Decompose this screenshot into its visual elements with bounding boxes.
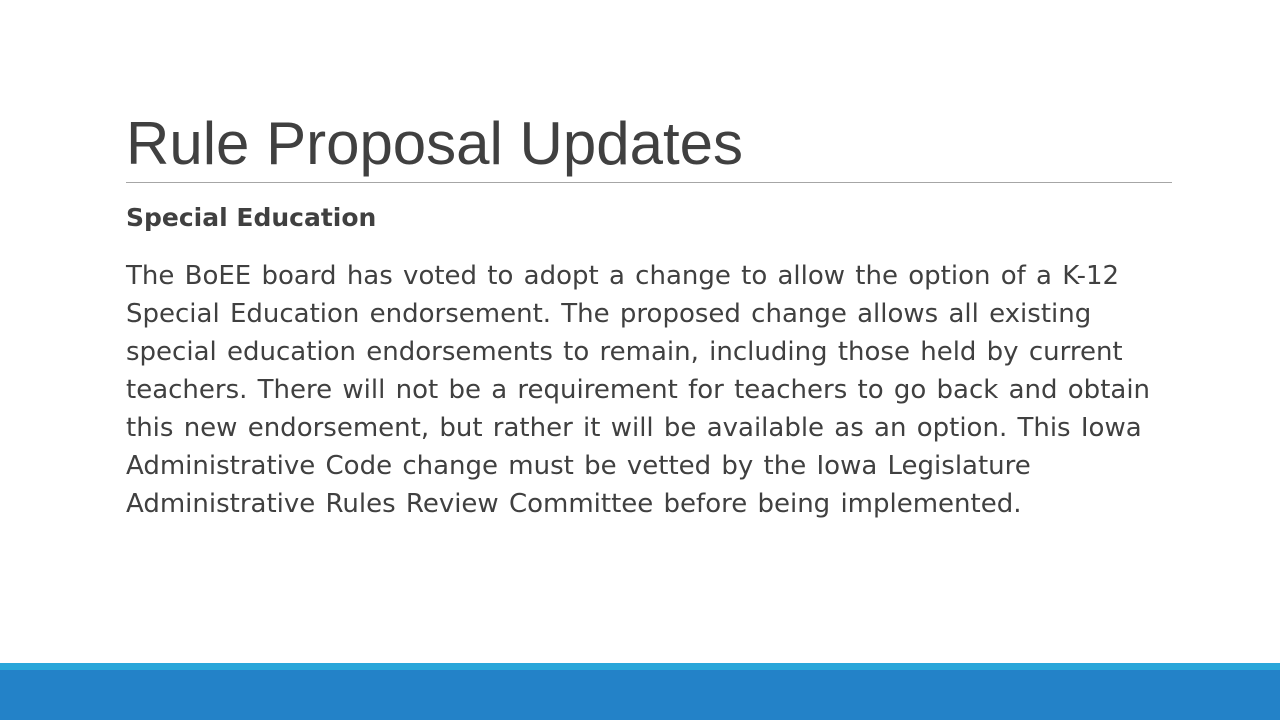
slide-title: Rule Proposal Updates <box>126 110 744 177</box>
footer-accent-stripe <box>0 663 1280 670</box>
body-paragraph: The BoEE board has voted to adopt a change to allow the option of a K-12 Special Education endorsement. The proposed change allows all existing special education endorsements to remain, including those held by current teachers. There will not be a requirement for teachers to go back and obtain this new endorsement, but rather it will be available as an option. This Iowa Administrative Code change must be vetted by the Iowa Legislature Administrative Rules Review Committee before being implemented. <box>126 261 1151 519</box>
section-heading: Special Education <box>126 203 377 232</box>
title-divider <box>126 182 1172 183</box>
footer-accent-bar <box>0 670 1280 720</box>
